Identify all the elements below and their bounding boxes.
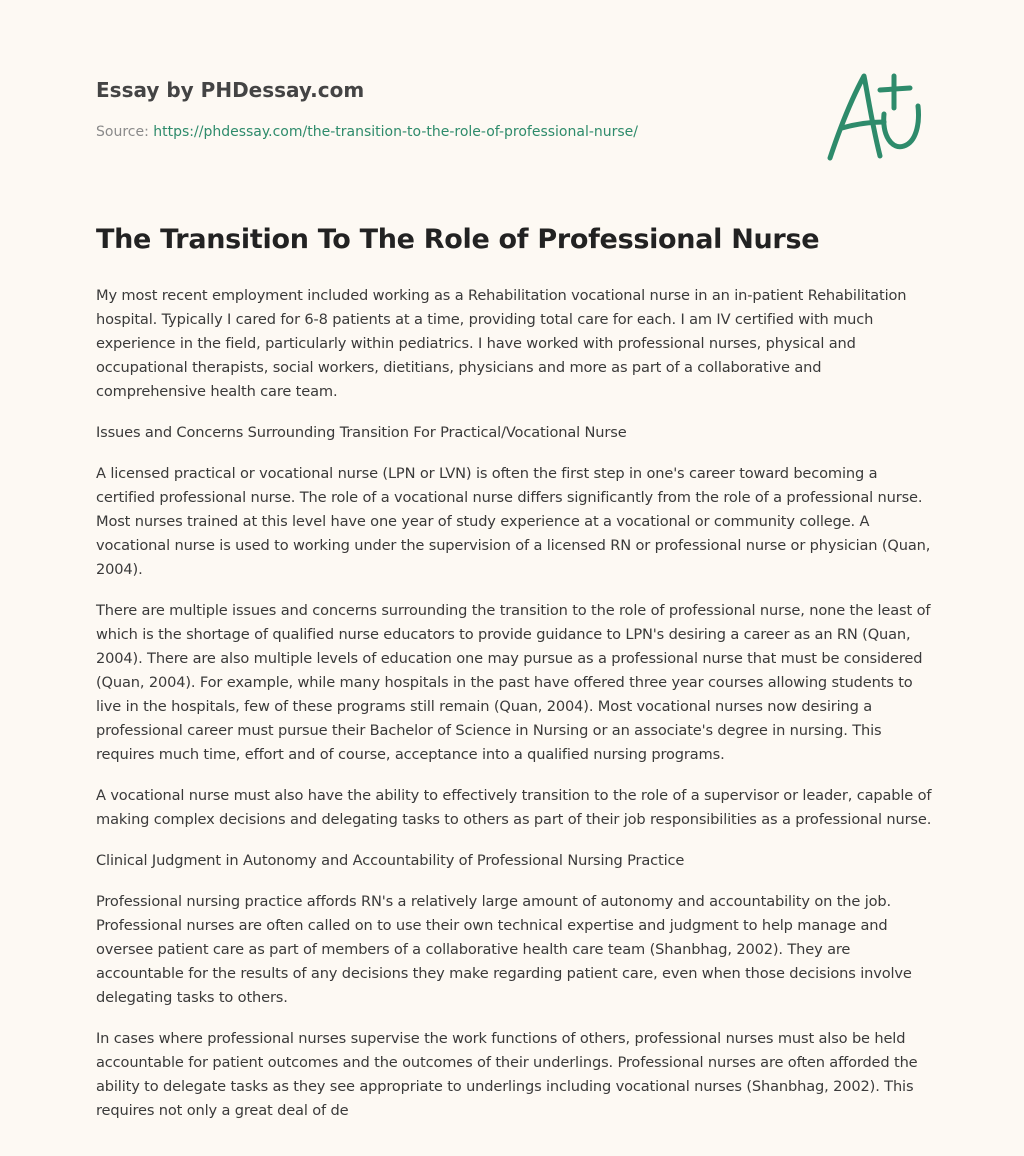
paragraph: In cases where professional nurses supervise the work functions of others, professional nurses must also be held accountable for patient outcomes and the outcomes of their underlings. Professional nurses are often afforded the ability to delegate tasks as they see appropriate to underlings including vocational nurses (Shanbhag, 2002). This requires not only a great deal of de (96, 1030, 918, 1119)
paragraph: Professional nursing practice affords RN's a relatively large amount of autonomy and accountability on the job. Professional nurses are often called on to use their own technical expertise and judgment to help manage and oversee patient care as part of members of a collaborative health care team (Shanbhag, 2002). They are accountable for the results of any decisions they make regarding patient care, even when those decisions involve delegating tasks to others. (96, 893, 912, 1006)
paragraph: My most recent employment included working as a Rehabilitation vocational nurse in an in-patient Rehabilitation hospital. Typically I cared for 6-8 patients at a time, providing total care for each. I am IV certified with much experience in the field, particularly within pediatrics. I have worked with professional nurses, physical and occupational therapists, social workers, dietitians, physicians and more as part of a collaborative and comprehensive health care team. (96, 287, 907, 400)
paragraph: A vocational nurse must also have the ability to effectively transition to the role of a supervisor or leader, capable of making complex decisions and delegating tasks to others as part of their job responsibilities as a professional nurse. (96, 787, 932, 828)
document-title: The Transition To The Role of Professional Nurse (96, 224, 820, 255)
site-title: Essay by PHDessay.com (96, 78, 365, 102)
source-label: Source: (96, 124, 154, 140)
a-plus-logo-icon (822, 66, 928, 166)
paragraph: A licensed practical or vocational nurse (LPN or LVN) is often the first step in one's career toward becoming a certified professional nurse. The role of a vocational nurse differs significantly from the role of a professional nurse. Most nurses trained at this level have one year of study experience at a vocational or community college. A vocational nurse is used to working under the supervision of a licensed RN or professional nurse or physician (Quan, 2004). (96, 465, 931, 578)
paragraph: There are multiple issues and concerns surrounding the transition to the role of professional nurse, none the least of which is the shortage of qualified nurse educators to provide guidance to LPN's desiring a career as an RN (Quan, 2004). There are also multiple levels of education one may pursue as a professional nurse that must be considered (Quan, 2004). For example, while many hospitals in the past have offered three year courses allowing students to live in the hospitals, few of these programs still remain (Quan, 2004). Most vocational nurses now desiring a professional career must pursue their Bachelor of Science in Nursing or an associate's degree in nursing. This requires much time, effort and of course, acceptance into a qualified nursing programs. (96, 602, 931, 763)
source-line (96, 124, 638, 140)
section-heading: Issues and Concerns Surrounding Transition For Practical/Vocational Nurse (96, 424, 627, 441)
source-link[interactable]: https://phdessay.com/the-transition-to-the-role-of-professional-nurse/ (153, 124, 639, 140)
document-body (96, 284, 932, 1140)
section-heading: Clinical Judgment in Autonomy and Accountability of Professional Nursing Practice (96, 852, 685, 869)
